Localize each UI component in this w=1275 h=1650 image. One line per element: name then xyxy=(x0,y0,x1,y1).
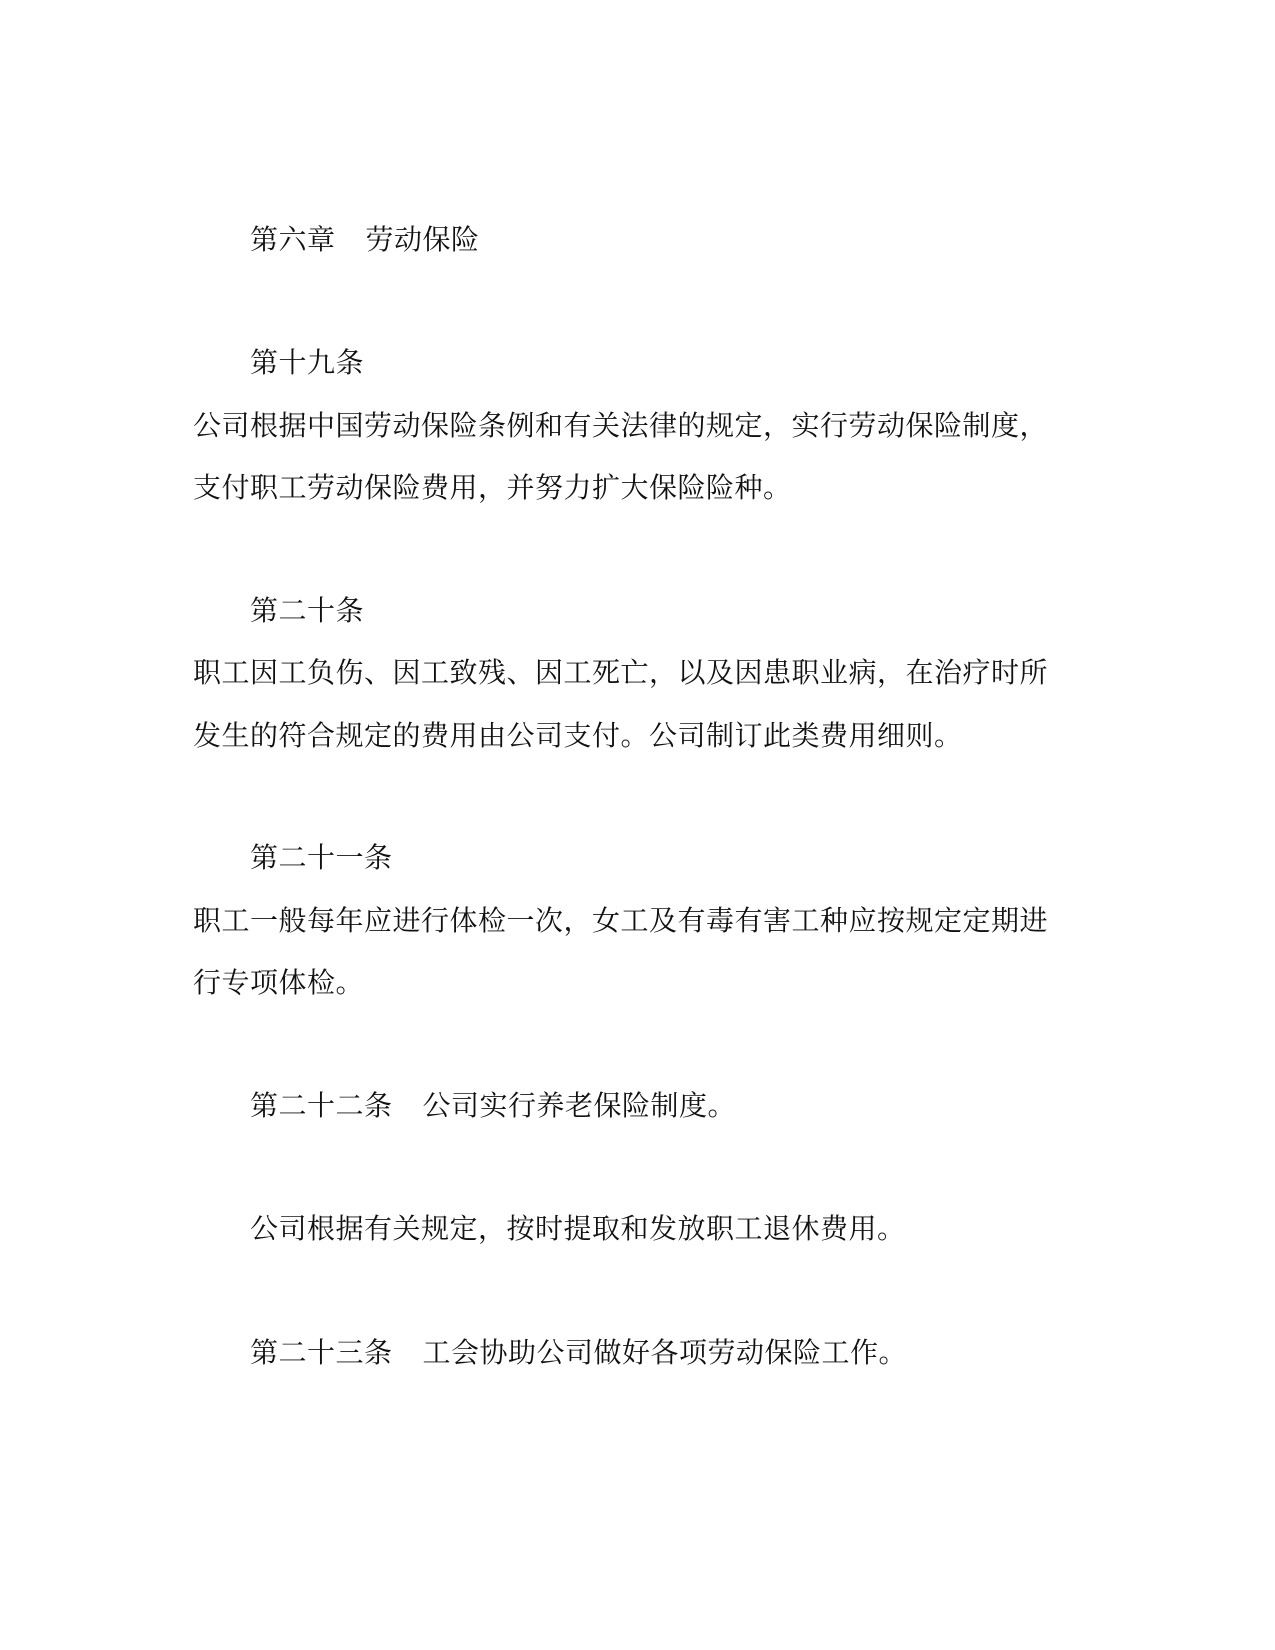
article-23-text: 工会协助公司做好各项劳动保险工作。 xyxy=(422,1336,908,1369)
article-19-number: 第十九条 xyxy=(250,346,365,379)
article-20-number: 第二十条 xyxy=(250,594,365,627)
chapter-heading xyxy=(250,222,480,258)
article-22 xyxy=(250,1088,736,1124)
article-22-text: 公司实行养老保险制度。 xyxy=(422,1089,737,1122)
article-21-number: 第二十一条 xyxy=(250,841,393,874)
article-23 xyxy=(250,1335,907,1371)
article-19-line-2: 支付职工劳动保险费用，并努力扩大保险险种。 xyxy=(193,471,792,504)
article-20-line-2: 发生的符合规定的费用由公司支付。公司制订此类费用细则。 xyxy=(193,719,963,752)
article-21-line-1: 职工一般每年应进行体检一次，女工及有毒有害工种应按规定定期进 xyxy=(193,904,1049,937)
article-23-number: 第二十三条 xyxy=(250,1336,393,1369)
article-21-line-2: 行专项体检。 xyxy=(193,966,365,999)
article-22-number: 第二十二条 xyxy=(250,1089,393,1122)
chapter-title: 劳动保险 xyxy=(365,223,480,256)
article-22-paragraph: 公司根据有关规定，按时提取和发放职工退休费用。 xyxy=(250,1212,906,1245)
article-19-line-1: 公司根据中国劳动保险条例和有关法律的规定，实行劳动保险制度， xyxy=(193,409,1049,442)
chapter-label: 第六章 xyxy=(250,223,336,256)
article-20-line-1: 职工因工负伤、因工致残、因工死亡，以及因患职业病，在治疗时所 xyxy=(193,656,1049,689)
